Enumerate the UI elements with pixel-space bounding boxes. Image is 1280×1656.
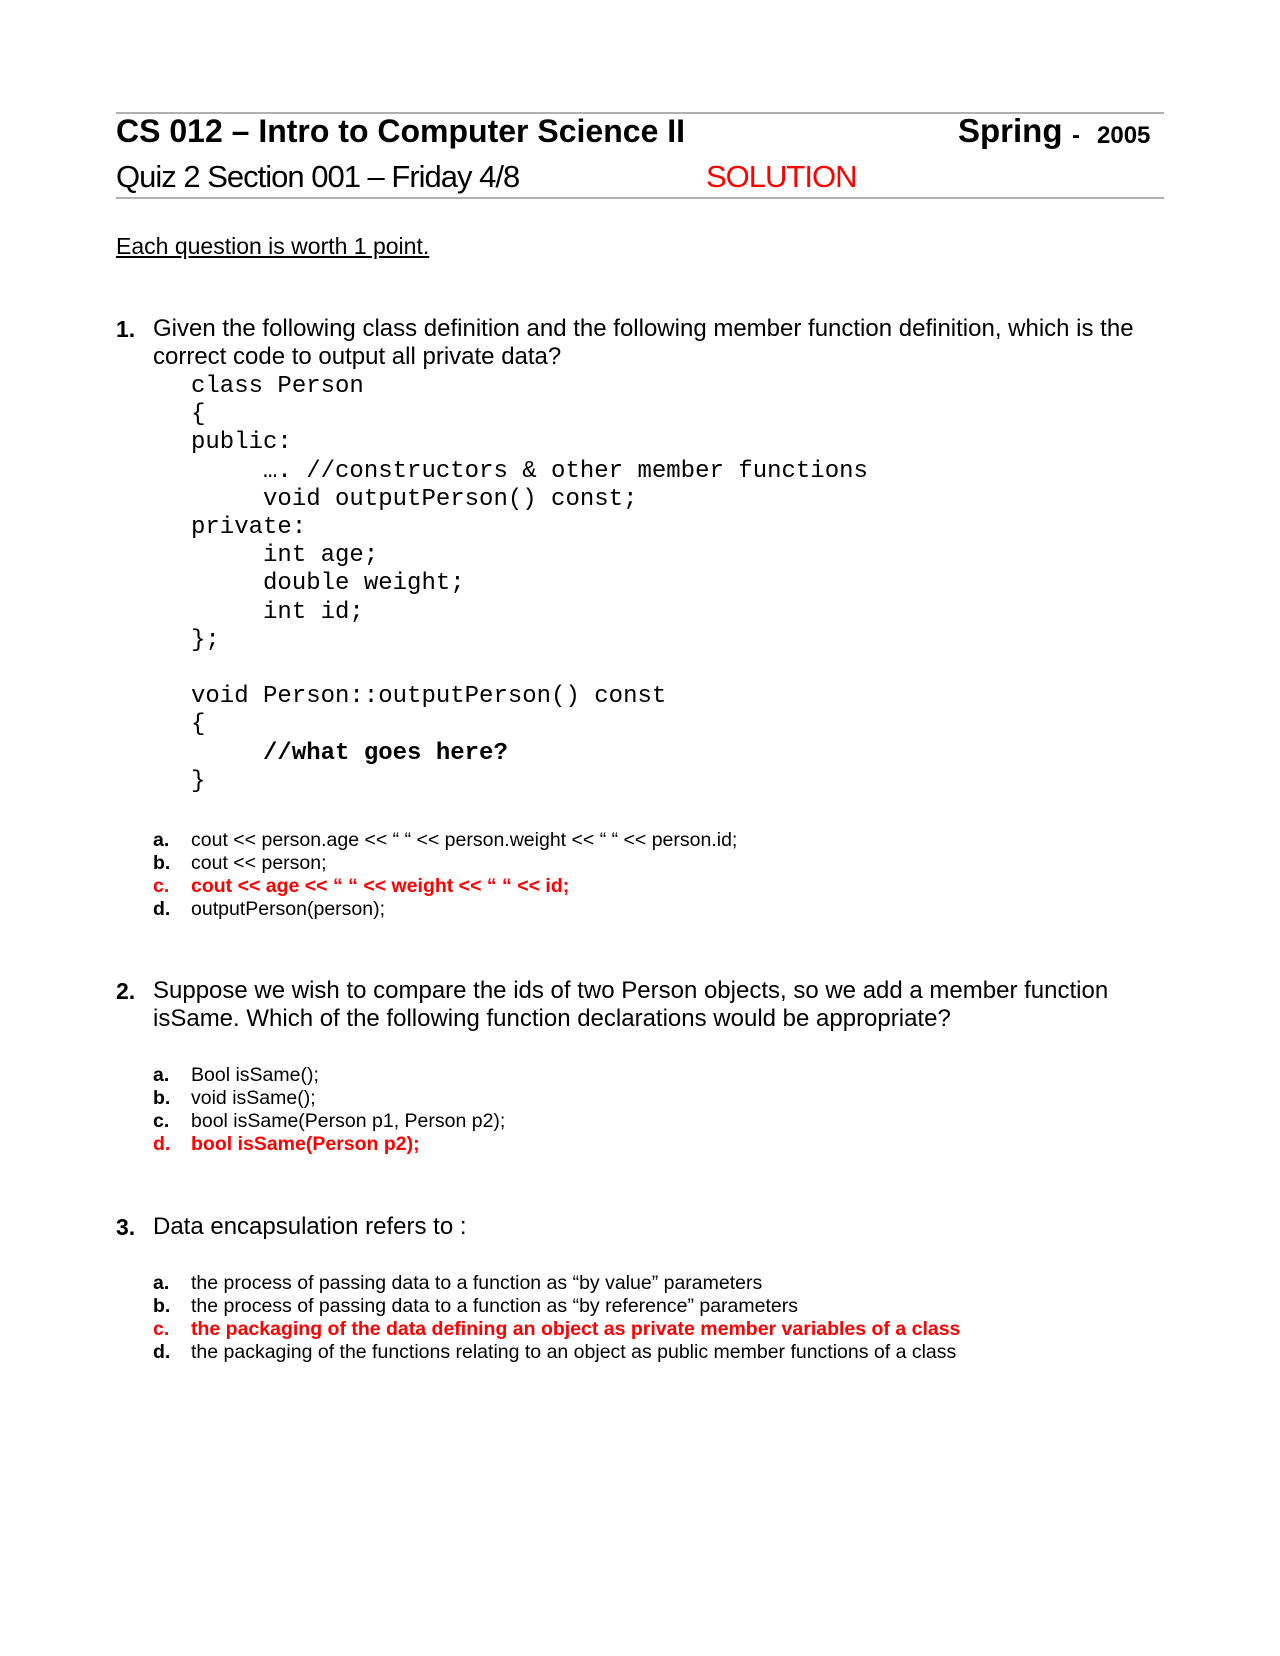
question-text: Suppose we wish to compare the ids of two Person objects, so we add a member function isSame. Which of the following function declarations would be appropriate?	[153, 977, 1109, 1032]
option-letter: c.	[153, 1318, 170, 1340]
option-text: cout << age << “ “ << weight << “ “ << id;	[191, 875, 570, 897]
option-letter: b.	[153, 1087, 171, 1109]
option-d	[153, 898, 737, 921]
question-text: Data encapsulation refers to :	[153, 1213, 467, 1240]
course-title: CS 012 – Intro to Computer Science II	[116, 113, 686, 149]
question-number: 3.	[116, 1214, 136, 1240]
term-label: Spring	[958, 112, 1063, 149]
option-letter: a.	[153, 1272, 170, 1294]
option-c-correct	[153, 875, 737, 898]
code-placeholder-comment: //what goes here?	[263, 739, 508, 767]
option-text: cout << person;	[191, 852, 327, 874]
quiz-line: Quiz 2 Section 001 – Friday 4/8	[116, 159, 520, 194]
code-lines-end: }	[191, 767, 206, 795]
option-b	[153, 852, 737, 875]
option-a	[153, 1064, 505, 1087]
option-letter: b.	[153, 852, 171, 874]
option-c	[153, 1110, 505, 1133]
option-text: outputPerson(person);	[191, 898, 386, 920]
answer-options	[153, 829, 737, 921]
question-number: 2.	[116, 978, 136, 1004]
option-a	[153, 1272, 960, 1295]
option-letter: d.	[153, 1341, 171, 1363]
answer-options	[153, 1272, 960, 1364]
option-text: the process of passing data to a function as “by value” parameters	[191, 1272, 763, 1294]
question-number: 1.	[116, 316, 136, 342]
header-bottom-rule	[116, 197, 1164, 199]
option-b	[153, 1087, 505, 1110]
term-dash: -	[1072, 122, 1080, 149]
option-text: bool isSame(Person p2);	[191, 1133, 420, 1155]
solution-label: SOLUTION	[706, 159, 857, 194]
term-year: 2005	[1097, 122, 1151, 149]
option-text: the packaging of the data defining an object as private member variables of a class	[191, 1318, 961, 1340]
option-text: bool isSame(Person p1, Person p2);	[191, 1110, 506, 1132]
option-letter: c.	[153, 1110, 170, 1132]
option-text: the process of passing data to a function as “by reference” parameters	[191, 1295, 798, 1317]
option-d	[153, 1341, 960, 1364]
option-letter: d.	[153, 1133, 171, 1155]
option-letter: d.	[153, 898, 171, 920]
code-lines: class Person { public: …. //constructors & other member functions void outputPerson() const; private: int age; double weight; int id; }; void Person::outputPerson() const {	[191, 373, 868, 739]
option-d-correct	[153, 1133, 505, 1156]
option-text: the packaging of the functions relating to an object as public member functions of a class	[191, 1341, 957, 1363]
option-b	[153, 1295, 960, 1318]
code-listing	[191, 373, 868, 796]
option-letter: c.	[153, 875, 170, 897]
option-letter: a.	[153, 829, 170, 851]
option-a	[153, 829, 737, 852]
option-text: Bool isSame();	[191, 1064, 319, 1086]
instructions: Each question is worth 1 point.	[116, 233, 430, 259]
answer-options	[153, 1064, 505, 1156]
question-text: Given the following class definition and the following member function definition, which is the correct code to output all private data?	[153, 315, 1134, 370]
option-text: cout << person.age << “ “ << person.weight << “ “ << person.id;	[191, 829, 738, 851]
option-letter: a.	[153, 1064, 170, 1086]
option-letter: b.	[153, 1295, 171, 1317]
option-c-correct	[153, 1318, 960, 1341]
option-text: void isSame();	[191, 1087, 316, 1109]
